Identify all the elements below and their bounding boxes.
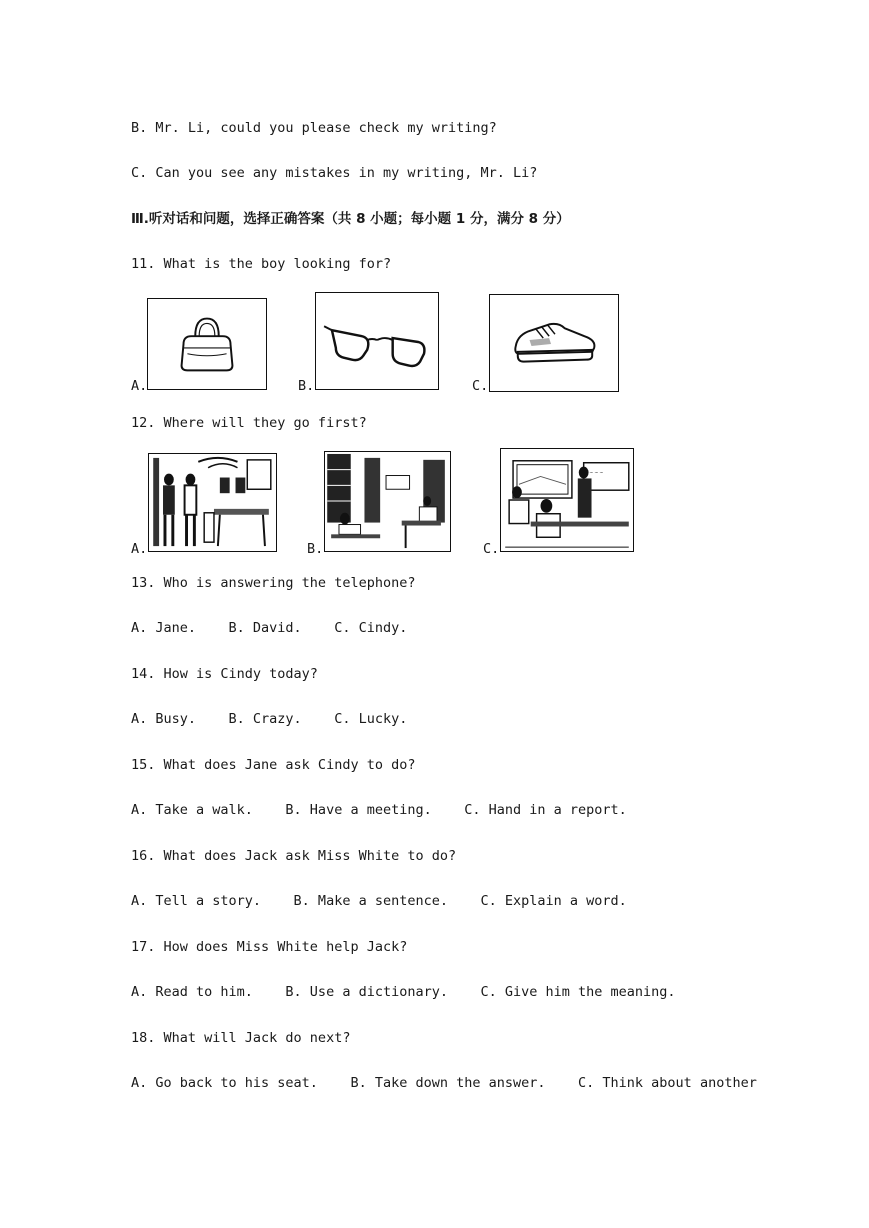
question-17: 17. How does Miss White help Jack? [131,939,408,955]
answers-18: A. Go back to his seat. B. Take down the answer. C. Think about another [131,1075,757,1091]
question-14: 14. How is Cindy today? [131,666,318,682]
option-b-line: B. Mr. Li, could you please check my writing? [131,120,497,136]
svg-text:~ ~ ~: ~ ~ ~ [589,470,604,477]
option-c-line: C. Can you see any mistakes in my writing, Mr. Li? [131,165,538,181]
section-heading: Ⅲ.听对话和问题，选择正确答案（共 8 小题；每小题 1 分，满分 8 分） [131,211,570,227]
q11-label-b: B. [298,378,315,394]
question-18: 18. What will Jack do next? [131,1030,351,1046]
cafeteria-picture [148,453,277,552]
q11-label-c: C. [472,378,489,394]
q11-label-a: A. [131,378,148,394]
question-11: 11. What is the boy looking for? [131,256,392,272]
q12-label-b: B. [307,541,324,557]
answers-15: A. Take a walk. B. Have a meeting. C. Hand in a report. [131,802,627,818]
sneakers-icon [489,294,619,392]
q12-label-a: A. [131,541,148,557]
answers-17: A. Read to him. B. Use a dictionary. C. Give him the meaning. [131,984,676,1000]
question-13: 13. Who is answering the telephone? [131,575,416,591]
classroom-picture [500,448,634,552]
question-12: 12. Where will they go first? [131,415,367,431]
answers-13: A. Jane. B. David. C. Cindy. [131,620,408,636]
question-16: 16. What does Jack ask Miss White to do? [131,848,457,864]
handbag-icon [147,298,267,390]
answers-14: A. Busy. B. Crazy. C. Lucky. [131,711,408,727]
answers-16: A. Tell a story. B. Make a sentence. C. Explain a word. [131,893,627,909]
question-15: 15. What does Jane ask Cindy to do? [131,757,416,773]
glasses-icon [315,292,439,390]
library-picture [324,451,451,552]
q12-label-c: C. [483,541,500,557]
